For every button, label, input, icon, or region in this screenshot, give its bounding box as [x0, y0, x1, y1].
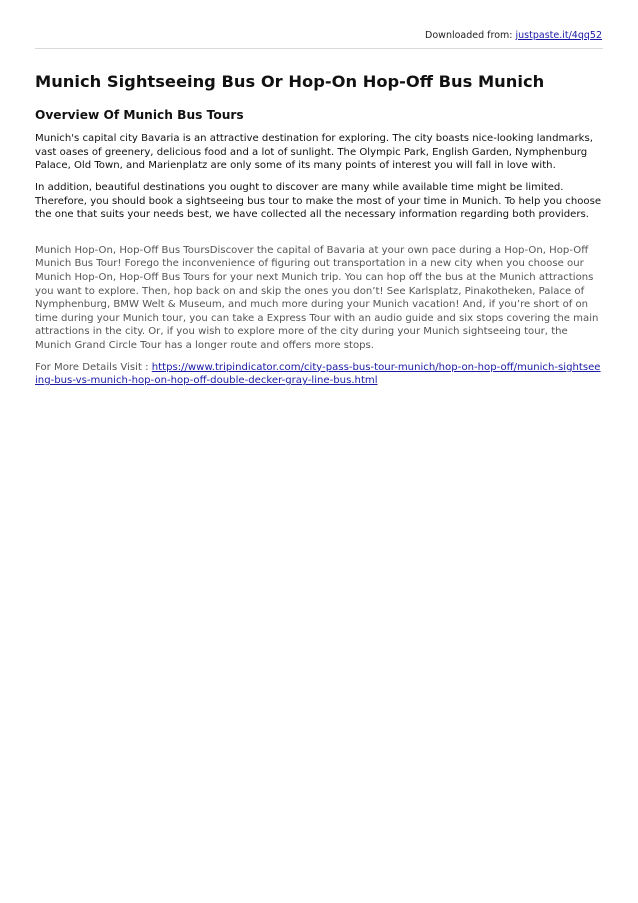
spacer — [35, 230, 603, 244]
paragraph: In addition, beautiful destinations you ought to discover are many while available time might be limited. Therefore, you should book a sightseeing bus tour to make the most of your time in Munich. To help you choose the one that suits your needs best, we have collected all the necessary information regarding both providers. — [35, 181, 602, 221]
article-title: Munich Sightseeing Bus Or Hop-On Hop-Off Bus Munich — [35, 72, 545, 91]
more-details-label: For More Details Visit : — [35, 361, 152, 373]
downloaded-label: Downloaded from: — [425, 30, 513, 41]
article — [35, 72, 603, 396]
more-details — [35, 361, 603, 388]
details-link[interactable]: https://www.tripindicator.com/city-pass-bus-tour-munich/hop-on-hop-off/munich-sightseeing-bus-vs-munich-hop-on-hop-off-double-decker-gray-line-bus.html — [35, 361, 601, 387]
article-subtitle: Overview Of Munich Bus Tours — [35, 107, 244, 122]
source-link[interactable]: justpaste.it/4qq52 — [515, 30, 602, 41]
header-divider — [35, 48, 603, 49]
tour-excerpt: Munich Hop-On, Hop-Off Bus ToursDiscover the capital of Bavaria at your own pace during a Hop-On, Hop-Off Munich Bus Tour! Forego the inconvenience of figuring out transportation in a new city when you choose our Munich Hop-On, Hop-Off Bus Tours for your next Munich trip. You can hop off the bus at the Munich attractions you want to explore. Then, hop back on and skip the ones you don’t! See Karlsplatz, Pinakotheken, Palace of Nymphenburg, BMW Welt & Museum, and much more during your Munich vacation! And, if you’re short of on time during your Munich tour, you can take a Express Tour with an audio guide and six stops covering the main attractions in the city. Or, if you wish to explore more of the city during your Munich sightseeing tour, the Munich Grand Circle Tour has a longer route and offers more stops. — [35, 244, 599, 351]
paragraph: Munich's capital city Bavaria is an attractive destination for exploring. The city boasts nice-looking landmarks, vast oases of greenery, delicious food and a lot of sunlight. The Olympic Park, English Garden, Nymphenburg Palace, Old Town, and Marienplatz are only some of its many points of interest you will fall in love with. — [35, 133, 593, 172]
downloaded-from — [425, 30, 602, 41]
